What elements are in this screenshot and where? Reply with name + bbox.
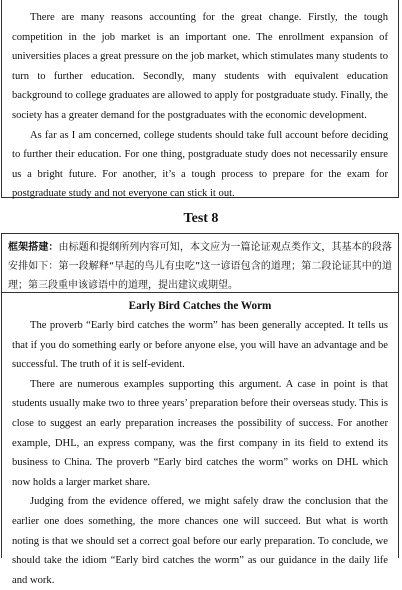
previous-essay-box [1, 0, 399, 198]
framework-box [1, 233, 399, 293]
body-paragraph: There are many reasons accounting for the great change. Firstly, the tough competition in the job market is an important one. The enrollment expansion of universities places a great pressure on the job market, which stimulates many students to turn to further education. Secondly, many students with equivalent education background to college graduates are allowed to apply for postgraduate study. Finally, the society has a greater demand for the postgraduates with the economic development. [12, 12, 388, 121]
essay-title: Early Bird Catches the Worm [128, 300, 272, 312]
framework-text: 由标题和提纲所列内容可知，本文应为一篇论证观点类作文，其基本的段落安排如下：第一段解释“早起的鸟儿有虫吃”这一谚语包含的道理；第二段论证其中的道理；第三段重申该谚语中的道理，提出建议或期望。 [8, 242, 393, 291]
test-heading: Test 8 [183, 211, 219, 226]
body-paragraph: As far as I am concerned, college students should take full account before deciding to further their education. For one thing, postgraduate study does not necessarily ensure us a bright future. For another, it’s a tough process to prepare for the exam for postgraduate study and not everyone can stick it out. [12, 129, 388, 200]
model-essay-box [1, 293, 399, 586]
framework-label: 框架搭建： [8, 242, 59, 253]
essay-paragraph: The proverb “Early bird catches the worm” has been generally accepted. It tells us that if you do something early or before anyone else, you will have an advantage and be successful. The truth of it is self-evident. [12, 320, 388, 371]
essay-paragraph: There are numerous examples supporting this argument. A case in point is that students usually make two to three years’ preparation before their overseas study. This is close to suggest an early preparation increases the possibility of success. For another example, DHL, an express company, was the first company in its field to extend its business to China. The proverb “Early bird catches the worm” works on DHL which now holds a larger market share. [12, 378, 388, 488]
essay-paragraph: Judging from the evidence offered, we might safely draw the conclusion that the earlier one does something, the more chances one will succeed. But what is worth noting is that we should set a correct goal before our early preparation. To conclude, we should take the idiom “Early bird catches the worm” as our guidance in the daily life and work. [12, 496, 388, 586]
framework-note [8, 238, 392, 295]
